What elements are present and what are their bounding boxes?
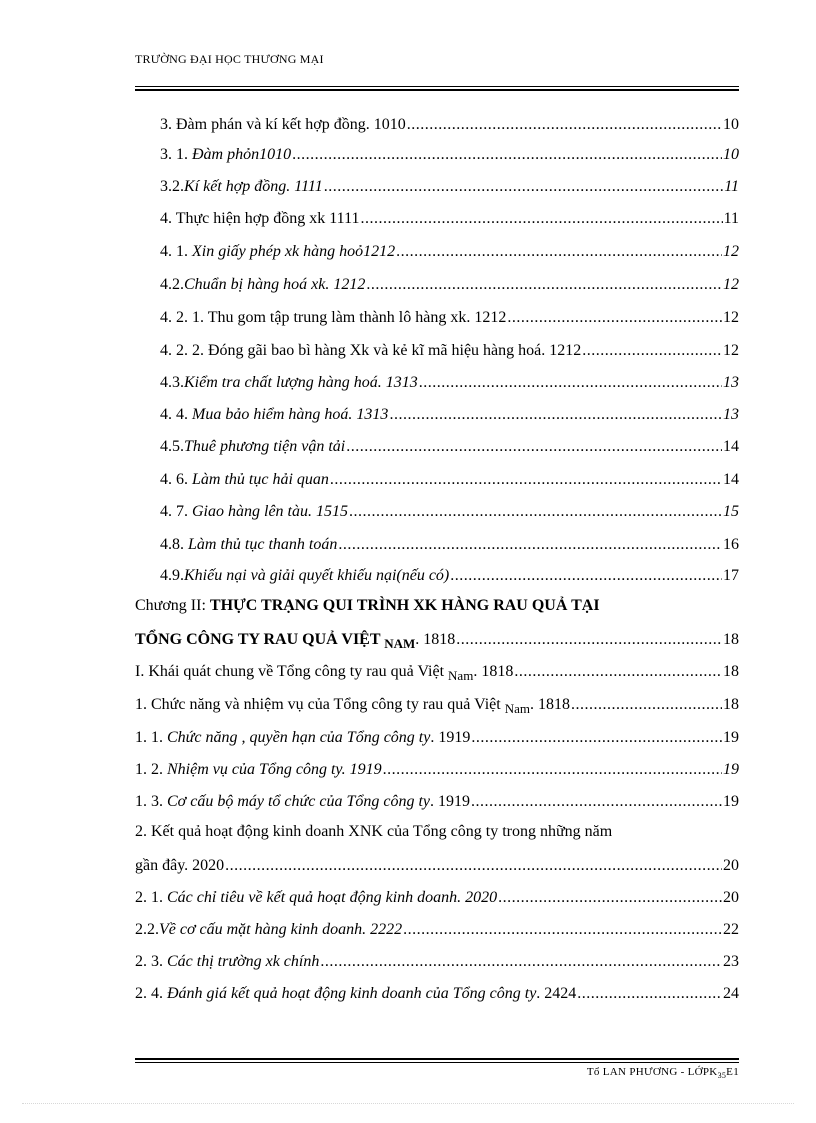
toc-entry-page: 15: [723, 503, 739, 520]
toc-entry-sub: Nam: [504, 701, 530, 716]
toc-entry-text: 3. Đàm phán và kí kết hợp đồng. 1010: [160, 116, 406, 133]
toc-entry-number: 4. 4.: [160, 406, 192, 423]
toc-entry: [160, 503, 739, 527]
toc-entry-number: 4.9.: [160, 567, 184, 584]
toc-entry: [135, 921, 739, 945]
toc-entry-text: Thuê phương tiện vận tải: [184, 438, 346, 455]
toc-entry-number: 3. 1.: [160, 146, 192, 163]
toc-entry-page: 24: [723, 985, 739, 1002]
toc-entry-text: Cơ cấu bộ máy tổ chức của Tổng công ty: [167, 793, 430, 810]
toc-entry-number: 1. 1.: [135, 729, 167, 746]
toc-entry: [160, 374, 739, 398]
toc-entry-text: Nhiệm vụ của Tổng công ty. 1919: [167, 761, 382, 778]
toc-entry-page: 14: [723, 438, 739, 455]
toc-entry-text: I. Khái quát chung về Tổng công ty rau quả Việt: [135, 663, 449, 680]
toc-entry-page: 13: [723, 406, 739, 423]
toc-entry-page: 12: [723, 276, 739, 293]
footer-class-sub: 35: [717, 1071, 727, 1081]
toc-entry-page: 10: [723, 146, 739, 163]
toc-entry-page: 13: [723, 374, 739, 391]
table-of-contents: [135, 0, 739, 1050]
toc-entry-page: 23: [723, 953, 739, 970]
toc-entry-number: 4. 6.: [160, 471, 192, 488]
toc-entry-text: Xin giấy phép xk hàng hoỏ1212: [192, 243, 396, 260]
toc-entry: [160, 438, 739, 462]
toc-entry-text: 1. Chức năng và nhiệm vụ của Tổng công ty rau quả Việt: [135, 696, 505, 713]
toc-entry: [135, 889, 739, 913]
toc-entry-tail: . 1919: [430, 793, 470, 810]
toc-entry: [160, 243, 739, 267]
toc-entry-page: 19: [723, 729, 739, 746]
toc-entry-page: 20: [723, 857, 739, 874]
toc-entry: [135, 729, 739, 753]
chapter-title-tail: . 1818: [415, 631, 456, 648]
toc-entry-text: Chức năng , quyền hạn của Tổng công ty: [167, 729, 431, 746]
toc-entry-page: 19: [723, 793, 739, 810]
toc-entry-text: Mua bảo hiểm hàng hoá. 1313: [192, 406, 389, 423]
toc-entry: [135, 663, 739, 687]
toc-entry-text: Giao hàng lên tàu. 1515: [192, 503, 348, 520]
toc-entry-text: gần đây. 2020: [135, 857, 225, 874]
toc-entry-text: Kí kết hợp đồng. 1111: [184, 178, 323, 195]
toc-entry-page: 11: [724, 178, 739, 195]
toc-entry-text: Đàm phỏn1010: [192, 146, 292, 163]
toc-entry-page: 10: [723, 116, 739, 133]
page-edge: [22, 1103, 794, 1104]
toc-entry: [135, 953, 739, 977]
chapter-title-cont: TỔNG CÔNG TY RAU QUẢ VIỆT: [135, 631, 385, 648]
chapter-title: THỰC TRẠNG QUI TRÌNH XK HÀNG RAU QUẢ TẠI: [209, 597, 600, 614]
toc-entry: [135, 857, 739, 881]
toc-entry-tail: . 1818: [529, 696, 570, 713]
toc-entry-number: 2. 3.: [135, 953, 167, 970]
toc-entry-text: Khiếu nại và giải quyết khiếu nại(nếu có): [184, 567, 450, 584]
toc-entry-sub: Nam: [448, 668, 474, 683]
toc-entry: [160, 178, 739, 202]
toc-entry: [160, 567, 739, 591]
toc-entry-text: Đánh giá kết quả hoạt động kinh doanh của Tổng công ty: [167, 985, 537, 1002]
toc-entry-number: 3.2.: [160, 178, 184, 195]
toc-entry-tail: . 2424: [536, 985, 577, 1002]
toc-entry-page: 18: [723, 631, 739, 648]
toc-entry-text: 4. 2. 2. Đóng gãi bao bì hàng Xk và kẻ kĩ mã hiệu hàng hoá. 1212: [160, 342, 582, 359]
toc-entry-text: Làm thủ tục hải quan: [192, 471, 329, 488]
toc-entry: [160, 276, 739, 300]
toc-entry: [160, 309, 739, 333]
footer-author: Tổ LAN PHƯƠNG - LỚPK: [586, 1066, 718, 1078]
toc-entry: [160, 536, 739, 560]
toc-entry-number: 4.5.: [160, 438, 184, 455]
toc-entry-number: 4. 7.: [160, 503, 192, 520]
toc-entry-text: Chuẩn bị hàng hoá xk. 1212: [184, 276, 366, 293]
toc-entry-page: 11: [723, 210, 739, 227]
toc-entry-number: 4.8.: [160, 536, 188, 553]
toc-entry-tail: . 1919: [430, 729, 471, 746]
toc-entry-number: 2. 1.: [135, 889, 167, 906]
toc-entry-text: 4. 2. 1. Thu gom tập trung làm thành lô hàng xk. 1212: [160, 309, 507, 326]
page-footer: [587, 1066, 739, 1080]
toc-entry-page: 16: [723, 536, 739, 553]
toc-entry: [160, 471, 739, 495]
toc-entry-text: Về cơ cấu mặt hàng kinh doanh. 2222: [159, 921, 403, 938]
toc-entry-page: 12: [723, 309, 739, 326]
section-heading: 2. Kết quả hoạt động kinh doanh XNK của Tổng công ty trong những năm: [135, 823, 613, 840]
footer-rule: [135, 1058, 739, 1063]
toc-entry-page: 18: [723, 696, 739, 713]
toc-entry-text: 4. Thực hiện hợp đồng xk 1111: [160, 210, 360, 227]
toc-entry-number: 4. 1.: [160, 243, 192, 260]
toc-entry-number: 1. 3.: [135, 793, 167, 810]
toc-entry: [160, 210, 739, 234]
toc-entry: [135, 761, 739, 785]
page-header: TRƯỜNG ĐẠI HỌC THƯƠNG MẠI: [135, 52, 324, 66]
toc-entry-number: 2. 4.: [135, 985, 167, 1002]
chapter-title-sub: NAM: [384, 636, 416, 651]
toc-entry-page: 19: [723, 761, 739, 778]
toc-entry-page: 22: [723, 921, 739, 938]
toc-entry: [160, 342, 739, 366]
toc-entry-number: 4.3.: [160, 374, 184, 391]
chapter-prefix: Chương II:: [135, 597, 210, 614]
toc-entry-text: Làm thủ tục thanh toán: [188, 536, 338, 553]
toc-entry-page: 18: [723, 663, 739, 680]
toc-entry-number: 1. 2.: [135, 761, 167, 778]
chapter-heading: [135, 597, 739, 615]
toc-entry-page: 12: [723, 243, 739, 260]
toc-entry-text: Các chỉ tiêu về kết quả hoạt động kinh doanh. 2020: [167, 889, 498, 906]
toc-entry-page: 20: [723, 889, 739, 906]
toc-entry-chapter: [135, 631, 739, 655]
toc-entry-page: 17: [723, 567, 739, 584]
footer-class-tail: E1: [726, 1066, 739, 1078]
toc-entry: [135, 793, 739, 817]
toc-entry-text: Kiểm tra chất lượng hàng hoá. 1313: [184, 374, 418, 391]
toc-entry-number: 4.2.: [160, 276, 184, 293]
toc-entry: [160, 146, 739, 170]
toc-entry: [160, 406, 739, 430]
toc-entry: [135, 985, 739, 1009]
toc-entry-tail: . 1818: [473, 663, 514, 680]
toc-entry: [135, 696, 739, 720]
toc-entry-page: 14: [723, 471, 739, 488]
toc-entry: [160, 116, 739, 140]
toc-entry-text: Các thị trường xk chính: [167, 953, 320, 970]
toc-entry-number: 2.2.: [135, 921, 159, 938]
toc-entry-page: 12: [723, 342, 739, 359]
